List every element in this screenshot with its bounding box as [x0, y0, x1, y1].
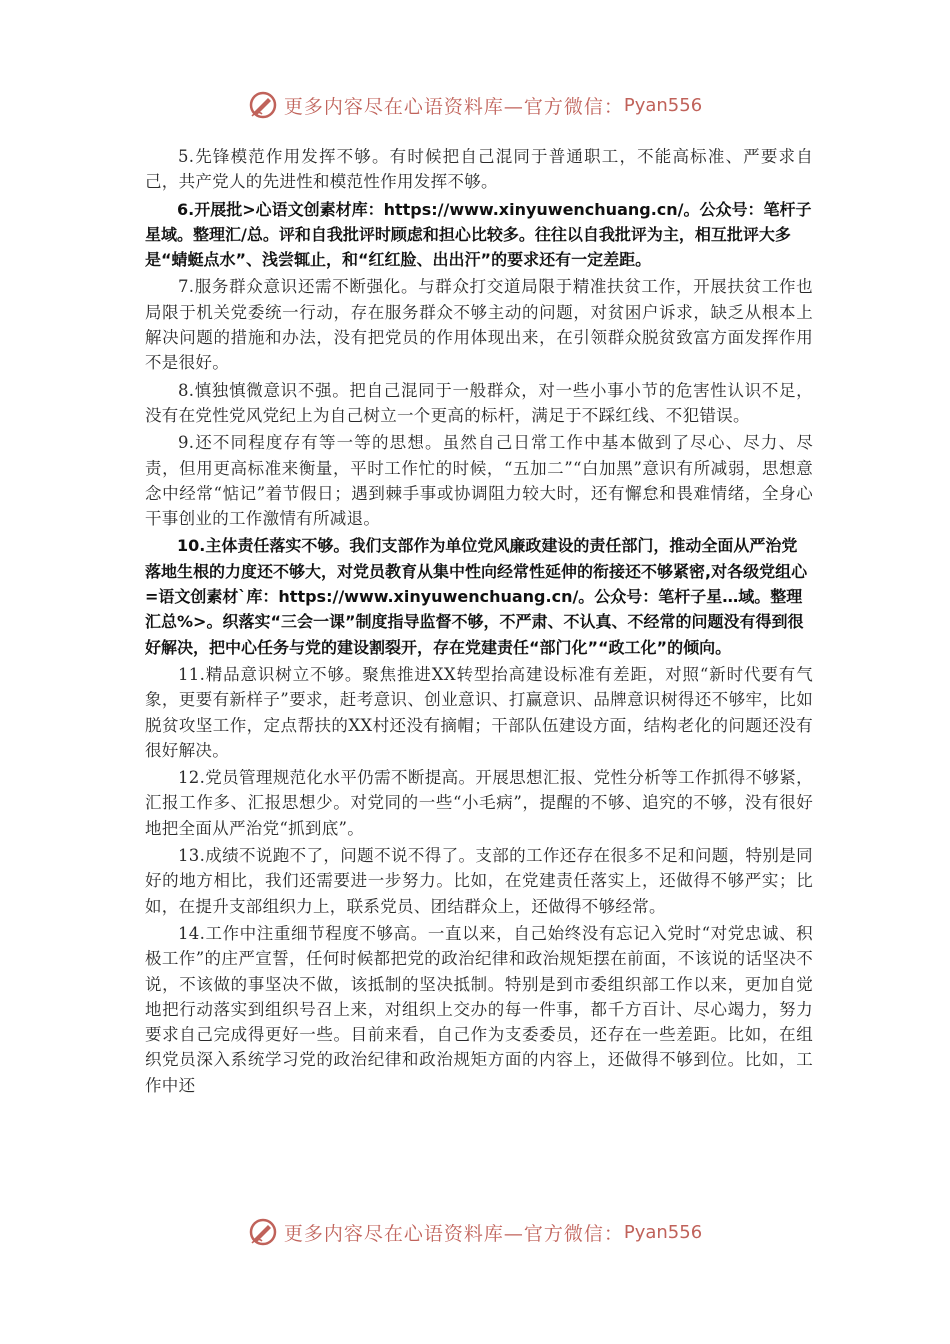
banner-text: 更多内容尽在心语资料库—官方微信：: [283, 95, 624, 118]
paragraph-5: 5.先锋模范作用发挥不够。有时候把自己混同于普通职工，不能高标准、严要求自己，共产党人的先进性和模范性作用发挥不够。: [145, 147, 813, 192]
paragraph-9: 9.还不同程度存有等一等的思想。虽然自己日常工作中基本做到了尽心、尽力、尽责，但用更高标准来衡量，平时工作忙的时候，“五加二”“白加黑”意识有所减弱，思想意念中经常“惦记”着节假日；遇到棘手事或协调阻力较大时，还有懈怠和畏难情绪，全身心干事创业的工作激情有所减退。: [145, 433, 813, 529]
banner-text: 更多内容尽在心语资料库—官方微信：: [283, 1222, 624, 1245]
banner-wechat-id: Pyan556: [623, 94, 703, 116]
paragraph-11: 11.精品意识树立不够。聚焦推进XX转型抬高建设标准有差距，对照“新时代要有气象，更要有新样子”要求，赶考意识、创业意识、打赢意识、品牌意识树得还不够牢，比如脱贫攻坚工作，定点帮扶的XX村还没有摘帽；干部队伍建设方面，结构老化的问题还没有很好解决。: [145, 664, 813, 760]
document-body: [145, 144, 813, 1100]
header-watermark-banner: [0, 85, 950, 125]
paragraph-7: 7.服务群众意识还需不断强化。与群众打交道局限于精准扶贫工作，开展扶贫工作也局限于机关党委统一行动，存在服务群众不够主动的问题，对贫困户诉求，缺乏从根本上解决问题的措施和办法，没有把党员的作用体现出来，在引领群众脱贫致富方面发挥作用不是很好。: [145, 277, 813, 373]
paragraph-8: 8.慎独慎微意识不强。把自己混同于一般群众，对一些小事小节的危害性认识不足，没有在党性党风党纪上为自己树立一个更高的标杆，满足于不踩红线、不犯错误。: [145, 380, 813, 425]
pen-signature-logo-icon: [248, 90, 278, 120]
paragraph-12: 12.党员管理规范化水平仍需不断提高。开展思想汇报、党性分析等工作抓得不够紧，汇报工作多、汇报思想少。对党同的一些“小毛病”，提醒的不够、追究的不够，没有很好地把全面从严治党“抓到底”。: [145, 768, 813, 838]
pen-signature-logo-icon: [248, 1217, 278, 1247]
paragraph-13: 13.成绩不说跑不了，问题不说不得了。支部的工作还存在很多不足和问题，特别是同好的地方相比，我们还需要进一步努力。比如，在党建责任落实上，还做得不够严实；比如，在提升支部组织力上，联系党员、团结群众上，还做得不够经常。: [145, 846, 813, 916]
paragraph-14: 14.工作中注重细节程度不够高。一直以来，自己始终没有忘记入党时“对党忠诚、积极工作”的庄严宣誓，任何时候都把党的政治纪律和政治规矩摆在前面，不该说的话坚决不说，不该做的事坚决不做，该抵制的坚决抵制。特别是到市委组织部工作以来，更加自觉地把行动落实到组织号召上来，对组织上交办的每一件事，都千方百计、尽心竭力，努力要求自己完成得更好一些。目前来看，自己作为支委委员，还存在一些差距。比如，在组织党员深入系统学习党的政治纪律和政治规矩方面的内容上，还做得不够到位。比如，工作中还: [145, 923, 813, 1095]
paragraph-6: 6.开展批>心语文创素材库：https://www.xinyuwenchuang.cn/。公众号：笔杆子星域。整理汇/总。评和自我批评时顾虑和担心比较多。往往以自我批评为主，相互批评大多是“蜻蜓点水”、浅尝辄止，和“红红脸、出出汗”的要求还有一定差距。: [145, 199, 812, 270]
banner-wechat-id: Pyan556: [623, 1221, 703, 1243]
paragraph-10: 10.主体责任落实不够。我们支部作为单位党风廉政建设的责任部门，推动全面从严治党落地生根的力度还不够大，对党员教育从集中性向经常性延伸的衔接还不够紧密,对各级党组心=语文创素材`库：https://www.xinyuwenchuang.cn/。公众号：笔杆子星…域。整理汇总%>。织落实“三会一课”制度指导监督不够，不严肃、不认真、不经常的问题没有得到很好解决，把中心任务与党的建设割裂开，存在党建责任“部门化”“政工化”的倾向。: [145, 536, 808, 657]
footer-watermark-banner: [0, 1212, 950, 1252]
